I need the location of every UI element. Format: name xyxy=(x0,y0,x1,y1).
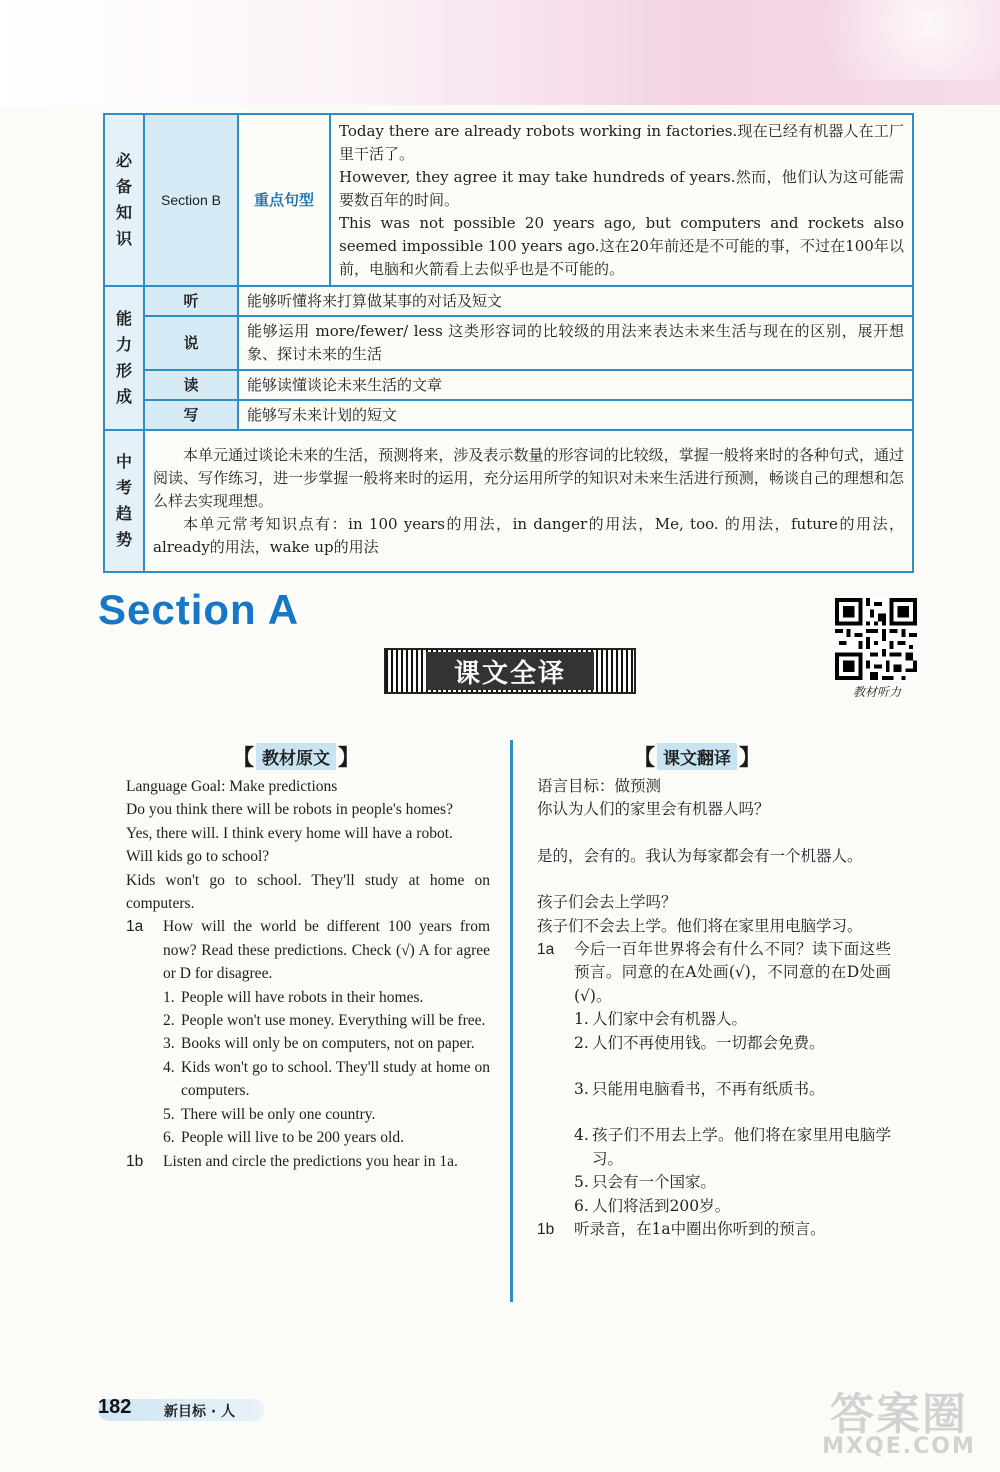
must-know-row xyxy=(104,114,913,286)
translation-column xyxy=(537,775,891,1242)
dialogue-line: 是的，会有的。我认为每家都会有一个机器人。 xyxy=(537,846,863,865)
prediction-item: 5. 只会有一个国家。 xyxy=(574,1173,717,1192)
language-goal: 语言目标：做预测 xyxy=(537,777,662,795)
prediction-item: 6. 人们将活到200岁。 xyxy=(574,1196,731,1215)
prediction-item: 5. There will be only one country. xyxy=(163,1105,376,1123)
prediction-item: 2. 人们不再使用钱。一切都会免费。 xyxy=(574,1033,825,1052)
dialogue-line: Kids won't go to school. They'll study at home on computers. xyxy=(126,871,490,913)
skill-listen: 听 xyxy=(144,286,238,316)
dialogue-line: Will kids go to school? xyxy=(126,848,270,866)
prediction-item: 4. 孩子们不用去上学。他们将在家里用电脑学习。 xyxy=(574,1126,891,1168)
dialogue-line: Do you think there will be robots in people's homes? xyxy=(126,801,453,819)
page-footer xyxy=(98,1396,264,1421)
original-text-heading: 【 教材原文 】 xyxy=(232,742,360,770)
dialogue-line: Yes, there will. I think every home will have a robot. xyxy=(126,824,453,842)
dialogue-line: 孩子们不会去上学。他们将在家里用电脑学习。 xyxy=(537,916,863,935)
dialogue-line: 你认为人们的家里会有机器人吗？ xyxy=(537,800,770,819)
qr-label: 教材听力 xyxy=(852,685,901,699)
section-b-label: Section B xyxy=(144,114,238,286)
category-must-know: 必 备 知 识 xyxy=(104,114,144,286)
qr-code-icon[interactable] xyxy=(835,598,917,680)
skill-write: 写 xyxy=(144,400,238,430)
column-divider xyxy=(510,740,513,1302)
key-sentences: Today there are already robots working in factories.现在已经有机器人在工厂里干活了。 However, they agree it may take hundreds of years.然而，他们认为这可能需要数百年的时间。 This was not possible 20 years ago, but computers and rockets also seemed impossible 100 years ago.这在20年前还是不可能的事，不过在100年以前，电脑和火箭看上去似乎也是不可能的。 xyxy=(330,114,913,286)
skill-read-text: 能够读懂谈论未来生活的文章 xyxy=(238,370,913,400)
skill-speak: 说 xyxy=(144,316,238,370)
translation-banner xyxy=(384,648,636,694)
site-watermark: 答案圈 MXQE.COM xyxy=(822,1389,976,1459)
category-ability: 能 力 形 成 xyxy=(104,286,144,430)
activity-1a: 1a 今后一百年世界将会有什么不同？读下面这些预言。同意的在A处画(√)，不同意的在D处画(√)。 xyxy=(537,940,891,1005)
key-sentences-label: 重点句型 xyxy=(238,114,330,286)
prediction-item: 1. People will have robots in their homes. xyxy=(163,988,424,1006)
header-band xyxy=(0,0,1000,105)
skill-read: 读 xyxy=(144,370,238,400)
dialogue-line: 孩子们会去上学吗？ xyxy=(537,893,677,912)
original-text-column xyxy=(126,775,490,1173)
activity-1a: 1a How will the world be different 100 years from now? Read these predictions. Check (√) A for agree or D for disagree. xyxy=(126,918,490,983)
category-trend: 中 考 趋 势 xyxy=(104,430,144,572)
exam-trend: 本单元通过谈论未来的生活，预测将来，涉及表示数量的形容词的比较级，掌握一般将来时的各种句式，通过阅读、写作练习，进一步掌握一般将来时的运用，充分运用所学的知识对未来生活进行预测，畅谈自己的理想和怎么样去实现理想。 本单元常考知识点有：in 100 years的用法，in danger的用法，Me, too. 的用法，future的用法，already的用法，wake up的用法 xyxy=(144,430,913,572)
prediction-item: 3. 只能用电脑看书，不再有纸质书。 xyxy=(574,1080,825,1099)
section-title: Section A xyxy=(98,586,300,633)
page-number: 182 xyxy=(98,1396,132,1418)
prediction-item: 3. Books will only be on computers, not on paper. xyxy=(163,1035,475,1053)
prediction-item: 6. People will live to be 200 years old. xyxy=(163,1129,404,1147)
activity-1b: 1b 听录音，在1a中圈出你听到的预言。 xyxy=(537,1220,826,1239)
language-goal: Language Goal: Make predictions xyxy=(126,778,338,795)
knowledge-summary-table xyxy=(103,113,914,573)
banner-label: 课文全译 xyxy=(426,652,594,690)
prediction-item: 2. People won't use money. Everything will be free. xyxy=(163,1012,486,1030)
skill-listen-text: 能够听懂将来打算做某事的对话及短文 xyxy=(238,286,913,316)
skill-speak-text: 能够运用 more/fewer/ less 这类形容词的比较级的用法来表达未来生活与现在的区别，展开想象、探讨未来的生活 xyxy=(238,316,913,370)
activity-1b: 1b Listen and circle the predictions you hear in 1a. xyxy=(126,1152,458,1170)
prediction-item: 4. Kids won't go to school. They'll study at home on computers. xyxy=(163,1058,490,1100)
book-title: 新目标 · 人 xyxy=(164,1404,236,1420)
skill-write-text: 能够写未来计划的短文 xyxy=(238,400,913,430)
prediction-item: 1. 人们家中会有机器人。 xyxy=(574,1010,748,1029)
translation-heading: 【 课文翻译 】 xyxy=(633,742,761,770)
